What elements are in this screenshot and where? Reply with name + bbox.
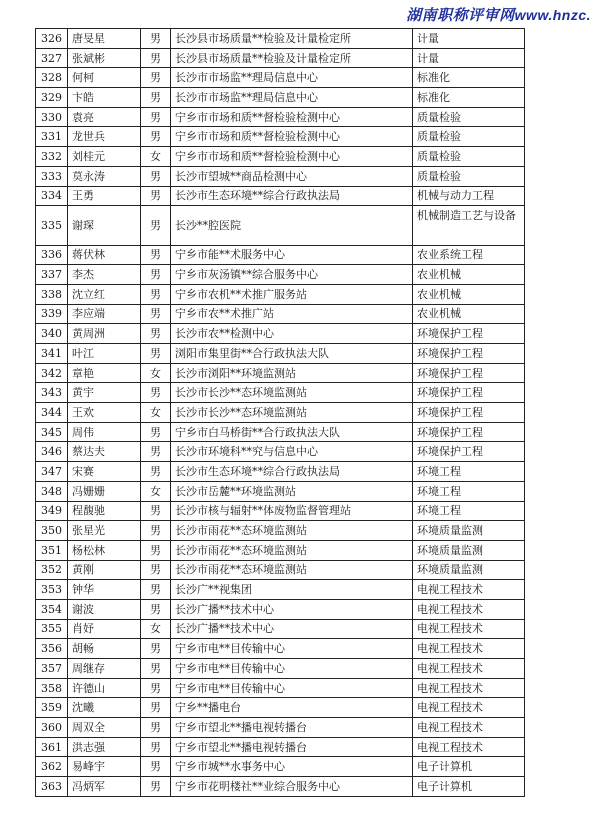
table-row	[36, 757, 525, 777]
row-number-cell: 331	[36, 127, 68, 147]
work-unit-cell: 宁乡市电**目传输中心	[171, 659, 413, 679]
person-name-cell: 李应端	[68, 304, 141, 324]
table-row	[36, 68, 525, 88]
person-name-cell: 何柯	[68, 68, 141, 88]
table-row	[36, 29, 525, 49]
gender-cell: 男	[141, 462, 171, 482]
table-row	[36, 245, 525, 265]
table-row	[36, 777, 525, 797]
work-unit-cell: 长沙市农**检测中心	[171, 324, 413, 344]
specialty-cell: 电子计算机	[413, 757, 525, 777]
table-row	[36, 48, 525, 68]
row-number-cell: 349	[36, 501, 68, 521]
row-number-cell: 350	[36, 521, 68, 541]
specialty-cell: 环境质量监测	[413, 540, 525, 560]
work-unit-cell: 长沙市雨花**态环境监测站	[171, 560, 413, 580]
person-name-cell: 李杰	[68, 265, 141, 285]
person-name-cell: 黄宇	[68, 383, 141, 403]
specialty-cell: 标准化	[413, 88, 525, 108]
roster-body	[36, 29, 525, 797]
gender-cell: 男	[141, 659, 171, 679]
gender-cell: 男	[141, 678, 171, 698]
work-unit-cell: 长沙市岳麓**环境监测站	[171, 481, 413, 501]
table-row	[36, 639, 525, 659]
gender-cell: 男	[141, 757, 171, 777]
specialty-cell: 农业机械	[413, 265, 525, 285]
specialty-cell: 环境质量监测	[413, 521, 525, 541]
specialty-cell: 农业机械	[413, 284, 525, 304]
row-number-cell: 359	[36, 698, 68, 718]
person-name-cell: 叶江	[68, 344, 141, 364]
work-unit-cell: 宁乡市农**术推广站	[171, 304, 413, 324]
gender-cell: 男	[141, 442, 171, 462]
work-unit-cell: 长沙广**视集团	[171, 580, 413, 600]
person-name-cell: 王勇	[68, 186, 141, 206]
gender-cell: 女	[141, 363, 171, 383]
row-number-cell: 363	[36, 777, 68, 797]
row-number-cell: 337	[36, 265, 68, 285]
gender-cell: 男	[141, 777, 171, 797]
specialty-cell: 电视工程技术	[413, 639, 525, 659]
specialty-cell: 电子计算机	[413, 777, 525, 797]
person-name-cell: 莫永涛	[68, 166, 141, 186]
row-number-cell: 362	[36, 757, 68, 777]
row-number-cell: 338	[36, 284, 68, 304]
table-row	[36, 678, 525, 698]
gender-cell: 女	[141, 147, 171, 167]
person-name-cell: 刘桂元	[68, 147, 141, 167]
row-number-cell: 341	[36, 344, 68, 364]
work-unit-cell: 宁乡市能**术服务中心	[171, 245, 413, 265]
person-name-cell: 沈立红	[68, 284, 141, 304]
table-row	[36, 501, 525, 521]
row-number-cell: 353	[36, 580, 68, 600]
table-row	[36, 383, 525, 403]
work-unit-cell: 长沙市环境科**究与信息中心	[171, 442, 413, 462]
person-name-cell: 谢琛	[68, 206, 141, 245]
work-unit-cell: 长沙市长沙**态环境监测站	[171, 403, 413, 423]
gender-cell: 男	[141, 29, 171, 49]
work-unit-cell: 浏阳市集里街**合行政执法大队	[171, 344, 413, 364]
specialty-cell: 机械制造工艺与设备	[413, 206, 525, 245]
table-row	[36, 560, 525, 580]
gender-cell: 女	[141, 619, 171, 639]
person-name-cell: 钟华	[68, 580, 141, 600]
gender-cell: 男	[141, 639, 171, 659]
row-number-cell: 351	[36, 540, 68, 560]
row-number-cell: 343	[36, 383, 68, 403]
work-unit-cell: 长沙市生态环境**综合行政执法局	[171, 186, 413, 206]
work-unit-cell: 宁乡市电**目传输中心	[171, 639, 413, 659]
work-unit-cell: 宁乡市灰汤镇**综合服务中心	[171, 265, 413, 285]
row-number-cell: 344	[36, 403, 68, 423]
person-name-cell: 冯炳军	[68, 777, 141, 797]
table-row	[36, 107, 525, 127]
work-unit-cell: 宁乡市市场和质**督检验检测中心	[171, 147, 413, 167]
row-number-cell: 345	[36, 422, 68, 442]
work-unit-cell: 长沙市市场监**理局信息中心	[171, 88, 413, 108]
person-name-cell: 沈曦	[68, 698, 141, 718]
table-row	[36, 147, 525, 167]
row-number-cell: 330	[36, 107, 68, 127]
watermark-site-name: 湖南职称评审网	[406, 6, 515, 24]
person-name-cell: 袁亮	[68, 107, 141, 127]
work-unit-cell: 宁乡市电**目传输中心	[171, 678, 413, 698]
person-name-cell: 黄周洲	[68, 324, 141, 344]
watermark-url: www.hnzc.	[514, 7, 591, 23]
table-row	[36, 284, 525, 304]
gender-cell: 男	[141, 599, 171, 619]
person-name-cell: 周继存	[68, 659, 141, 679]
table-row	[36, 442, 525, 462]
work-unit-cell: 长沙县市场质量**检验及计量检定所	[171, 29, 413, 49]
specialty-cell: 质量检验	[413, 107, 525, 127]
table-row	[36, 659, 525, 679]
row-number-cell: 327	[36, 48, 68, 68]
specialty-cell: 环境质量监测	[413, 560, 525, 580]
person-name-cell: 宋赛	[68, 462, 141, 482]
row-number-cell: 361	[36, 737, 68, 757]
gender-cell: 男	[141, 245, 171, 265]
specialty-cell: 电视工程技术	[413, 698, 525, 718]
work-unit-cell: 长沙市雨花**态环境监测站	[171, 540, 413, 560]
person-name-cell: 黄刚	[68, 560, 141, 580]
gender-cell: 男	[141, 107, 171, 127]
specialty-cell: 电视工程技术	[413, 678, 525, 698]
gender-cell: 女	[141, 481, 171, 501]
gender-cell: 男	[141, 324, 171, 344]
gender-cell: 男	[141, 383, 171, 403]
person-name-cell: 卞皓	[68, 88, 141, 108]
work-unit-cell: 宁乡市城**水事务中心	[171, 757, 413, 777]
gender-cell: 男	[141, 422, 171, 442]
row-number-cell: 336	[36, 245, 68, 265]
specialty-cell: 标准化	[413, 68, 525, 88]
work-unit-cell: 宁乡市望北**播电视转播台	[171, 718, 413, 738]
person-name-cell: 肖妤	[68, 619, 141, 639]
table-row	[36, 521, 525, 541]
row-number-cell: 355	[36, 619, 68, 639]
table-row	[36, 88, 525, 108]
specialty-cell: 质量检验	[413, 166, 525, 186]
row-number-cell: 342	[36, 363, 68, 383]
work-unit-cell: 长沙市雨花**态环境监测站	[171, 521, 413, 541]
work-unit-cell: 宁乡市花明楼社**业综合服务中心	[171, 777, 413, 797]
work-unit-cell: 宁乡市白马桥街**合行政执法大队	[171, 422, 413, 442]
table-row	[36, 363, 525, 383]
gender-cell: 男	[141, 501, 171, 521]
work-unit-cell: 长沙市核与辐射**体废物监督管理站	[171, 501, 413, 521]
specialty-cell: 环境保护工程	[413, 403, 525, 423]
specialty-cell: 电视工程技术	[413, 718, 525, 738]
specialty-cell: 计量	[413, 48, 525, 68]
work-unit-cell: 长沙**腔医院	[171, 206, 413, 245]
specialty-cell: 农业系统工程	[413, 245, 525, 265]
person-name-cell: 唐旻星	[68, 29, 141, 49]
gender-cell: 男	[141, 540, 171, 560]
work-unit-cell: 长沙广播**技术中心	[171, 599, 413, 619]
table-row	[36, 265, 525, 285]
person-name-cell: 张星光	[68, 521, 141, 541]
row-number-cell: 329	[36, 88, 68, 108]
gender-cell: 男	[141, 88, 171, 108]
gender-cell: 男	[141, 206, 171, 245]
person-name-cell: 张斌彬	[68, 48, 141, 68]
person-name-cell: 洪志强	[68, 737, 141, 757]
row-number-cell: 334	[36, 186, 68, 206]
row-number-cell: 335	[36, 206, 68, 245]
person-name-cell: 周双全	[68, 718, 141, 738]
specialty-cell: 电视工程技术	[413, 580, 525, 600]
row-number-cell: 328	[36, 68, 68, 88]
work-unit-cell: 长沙市市场监**理局信息中心	[171, 68, 413, 88]
gender-cell: 男	[141, 265, 171, 285]
row-number-cell: 348	[36, 481, 68, 501]
table-row	[36, 166, 525, 186]
specialty-cell: 环境保护工程	[413, 363, 525, 383]
person-name-cell: 杨松林	[68, 540, 141, 560]
row-number-cell: 326	[36, 29, 68, 49]
work-unit-cell: 宁乡市市场和质**督检验检测中心	[171, 107, 413, 127]
row-number-cell: 346	[36, 442, 68, 462]
table-row	[36, 481, 525, 501]
specialty-cell: 质量检验	[413, 127, 525, 147]
row-number-cell: 358	[36, 678, 68, 698]
table-row	[36, 422, 525, 442]
specialty-cell: 机械与动力工程	[413, 186, 525, 206]
gender-cell: 男	[141, 127, 171, 147]
person-name-cell: 许德山	[68, 678, 141, 698]
specialty-cell: 农业机械	[413, 304, 525, 324]
gender-cell: 男	[141, 737, 171, 757]
work-unit-cell: 宁乡市农机**术推广服务站	[171, 284, 413, 304]
gender-cell: 女	[141, 403, 171, 423]
specialty-cell: 电视工程技术	[413, 599, 525, 619]
gender-cell: 男	[141, 521, 171, 541]
site-watermark	[406, 4, 591, 25]
specialty-cell: 环境保护工程	[413, 383, 525, 403]
person-name-cell: 谢波	[68, 599, 141, 619]
person-name-cell: 王欢	[68, 403, 141, 423]
table-row	[36, 186, 525, 206]
table-row	[36, 462, 525, 482]
specialty-cell: 环境工程	[413, 501, 525, 521]
gender-cell: 男	[141, 718, 171, 738]
specialty-cell: 环境保护工程	[413, 324, 525, 344]
row-number-cell: 352	[36, 560, 68, 580]
work-unit-cell: 长沙县市场质量**检验及计量检定所	[171, 48, 413, 68]
roster-table	[35, 28, 525, 797]
row-number-cell: 340	[36, 324, 68, 344]
specialty-cell: 电视工程技术	[413, 737, 525, 757]
table-row	[36, 619, 525, 639]
gender-cell: 男	[141, 68, 171, 88]
gender-cell: 男	[141, 284, 171, 304]
table-row	[36, 324, 525, 344]
specialty-cell: 环境保护工程	[413, 422, 525, 442]
specialty-cell: 电视工程技术	[413, 619, 525, 639]
person-name-cell: 胡畅	[68, 639, 141, 659]
work-unit-cell: 长沙市浏阳**环境监测站	[171, 363, 413, 383]
gender-cell: 男	[141, 560, 171, 580]
work-unit-cell: 长沙市望城**商品检测中心	[171, 166, 413, 186]
work-unit-cell: 长沙市生态环境**综合行政执法局	[171, 462, 413, 482]
work-unit-cell: 长沙广播**技术中心	[171, 619, 413, 639]
table-row	[36, 698, 525, 718]
table-row	[36, 737, 525, 757]
specialty-cell: 电视工程技术	[413, 659, 525, 679]
table-row	[36, 540, 525, 560]
specialty-cell: 环境工程	[413, 481, 525, 501]
table-row	[36, 344, 525, 364]
work-unit-cell: 长沙市长沙**态环境监测站	[171, 383, 413, 403]
table-row	[36, 304, 525, 324]
row-number-cell: 339	[36, 304, 68, 324]
row-number-cell: 360	[36, 718, 68, 738]
person-name-cell: 易峰宇	[68, 757, 141, 777]
table-row	[36, 580, 525, 600]
row-number-cell: 347	[36, 462, 68, 482]
gender-cell: 男	[141, 166, 171, 186]
gender-cell: 男	[141, 48, 171, 68]
person-name-cell: 周伟	[68, 422, 141, 442]
table-row	[36, 599, 525, 619]
person-name-cell: 蒋伏林	[68, 245, 141, 265]
gender-cell: 男	[141, 186, 171, 206]
work-unit-cell: 宁乡市望北**播电视转播台	[171, 737, 413, 757]
gender-cell: 男	[141, 580, 171, 600]
work-unit-cell: 宁乡市市场和质**督检验检测中心	[171, 127, 413, 147]
person-name-cell: 章艳	[68, 363, 141, 383]
person-name-cell: 龙世兵	[68, 127, 141, 147]
specialty-cell: 质量检验	[413, 147, 525, 167]
person-name-cell: 蔡达夫	[68, 442, 141, 462]
row-number-cell: 354	[36, 599, 68, 619]
gender-cell: 男	[141, 344, 171, 364]
specialty-cell: 环境保护工程	[413, 344, 525, 364]
row-number-cell: 333	[36, 166, 68, 186]
table-row	[36, 206, 525, 245]
work-unit-cell: 宁乡**播电台	[171, 698, 413, 718]
row-number-cell: 357	[36, 659, 68, 679]
specialty-cell: 环境工程	[413, 462, 525, 482]
table-row	[36, 127, 525, 147]
table-row	[36, 718, 525, 738]
gender-cell: 男	[141, 304, 171, 324]
table-row	[36, 403, 525, 423]
row-number-cell: 332	[36, 147, 68, 167]
person-name-cell: 冯姗姗	[68, 481, 141, 501]
gender-cell: 男	[141, 698, 171, 718]
person-name-cell: 程馥驰	[68, 501, 141, 521]
row-number-cell: 356	[36, 639, 68, 659]
specialty-cell: 计量	[413, 29, 525, 49]
specialty-cell: 环境保护工程	[413, 442, 525, 462]
